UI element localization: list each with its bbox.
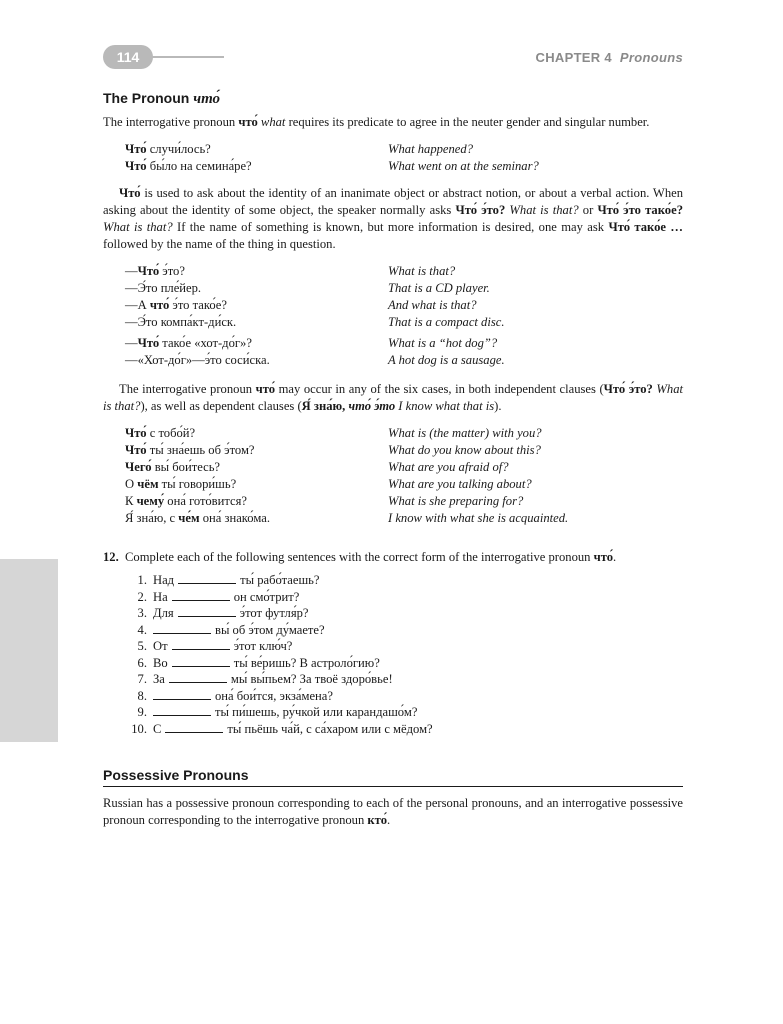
instruction-word: что́ [593, 550, 614, 564]
section-heading-word: что́ [193, 91, 221, 107]
example-row [125, 314, 683, 331]
example-russian [125, 314, 388, 331]
example-russian [125, 352, 388, 369]
russian-run: с тобо́й? [146, 426, 196, 440]
exercise-item-number: 3. [137, 606, 147, 620]
exercise-item-number: 4. [137, 622, 147, 637]
example-row [125, 297, 683, 314]
exercise-item-pre: Во [153, 655, 168, 670]
exercise-item-number: 2. [137, 589, 147, 604]
exercise-item-text [153, 589, 299, 606]
instruction-end: . [613, 550, 617, 564]
answer-blank[interactable] [172, 589, 230, 601]
rich-run: Я́ зна́ю, [301, 399, 346, 413]
exercise-item-number: 1. [137, 573, 147, 587]
rich-run: What is that? [103, 220, 173, 234]
russian-run: —А [125, 298, 150, 312]
example-row [125, 141, 683, 158]
example-english: And what is that? [388, 298, 477, 312]
russian-run: вы́ бои́тесь? [151, 460, 221, 474]
russian-run: она́ гото́вится? [164, 494, 247, 508]
russian-run: случи́лось? [146, 142, 211, 156]
russian-run: э́то тако́е? [169, 298, 227, 312]
exercise-item-post: вы́ об э́том ду́маете? [215, 622, 325, 637]
rich-run: The interrogative pronoun [103, 115, 239, 129]
example-english: That is a compact disc. [388, 315, 505, 329]
example-english: I know with what she is acquainted. [388, 511, 569, 525]
example-row [125, 442, 683, 459]
exercise-item-post: ты́ пи́шешь, ру́чкой или карандашо́м? [215, 705, 418, 719]
side-thumb-tab [0, 559, 58, 742]
rich-run: ), as well as dependent clauses ( [140, 399, 302, 413]
example-russian [125, 510, 388, 527]
exercise-item-pre: От [153, 639, 168, 653]
exercise-item [125, 655, 683, 672]
rich-run: что́ э́то [348, 399, 396, 413]
example-russian [125, 425, 388, 442]
exercise-item-text [153, 605, 309, 622]
instruction-text: Complete each of the following sentences with the correct form of the interrogative pronoun [125, 550, 594, 564]
russian-run: —Э́то пле́йер. [125, 281, 202, 295]
example-russian [125, 335, 388, 352]
exercise-item-number: 8. [137, 688, 147, 703]
running-head [536, 50, 683, 65]
exercise-item-number: 5. [137, 639, 147, 653]
russian-run: ты́ говори́шь? [158, 477, 237, 491]
possessive-paragraph [103, 795, 683, 829]
answer-blank[interactable] [169, 671, 227, 683]
rich-run: Что́ тако́е … [608, 220, 683, 234]
rich-run: I know what that is [395, 399, 495, 413]
exercise-instruction-text [125, 549, 616, 566]
rich-run: кто́ [367, 813, 387, 827]
exercise-item-number: 9. [137, 705, 147, 719]
russian-run: К [125, 494, 137, 508]
examples-group-2a [125, 263, 683, 331]
example-row [125, 425, 683, 442]
russian-run: че́м [178, 511, 200, 525]
example-row [125, 459, 683, 476]
example-english: What went on at the seminar? [388, 159, 539, 173]
answer-blank[interactable] [172, 655, 230, 667]
russian-run: Что́ [125, 159, 147, 173]
rich-run: ). [494, 399, 502, 413]
example-russian [125, 442, 388, 459]
exercise-item-text [153, 572, 320, 589]
answer-blank[interactable] [172, 638, 230, 650]
exercise-item-text [153, 655, 380, 672]
usage-paragraph [103, 185, 683, 253]
example-russian [125, 297, 388, 314]
russian-run: Чего́ [125, 460, 152, 474]
exercise-item [125, 622, 683, 639]
russian-run: чему́ [136, 494, 165, 508]
exercise-items [125, 572, 683, 737]
russian-run: Я́ зна́ю, с [125, 511, 179, 525]
russian-run: ты́ зна́ешь об э́том? [146, 443, 255, 457]
russian-run: что́ [149, 298, 170, 312]
exercise-item [125, 589, 683, 606]
example-english: What do you know about this? [388, 443, 541, 457]
rich-run: What is that? [505, 203, 579, 217]
example-row [125, 335, 683, 352]
exercise-item [125, 605, 683, 622]
answer-blank[interactable] [153, 688, 211, 700]
answer-blank[interactable] [165, 721, 223, 733]
examples-group-1 [125, 141, 683, 175]
rich-run: Что́ [119, 186, 141, 200]
section-heading-possessive: Possessive Pronouns [103, 767, 249, 783]
example-russian [125, 493, 388, 510]
exercise-item-post: ты́ рабо́таешь? [240, 573, 320, 587]
exercise-item-post: э́тот футля́р? [239, 606, 309, 620]
intro-paragraph [103, 114, 683, 131]
cases-paragraph [103, 381, 683, 415]
example-english: What is (the matter) with you? [388, 426, 542, 440]
russian-run: э́то? [159, 264, 185, 278]
russian-run: чём [137, 477, 159, 491]
example-english: What happened? [388, 142, 473, 156]
exercise-item-pre: С [153, 721, 162, 736]
page-number-badge: 114 [103, 45, 153, 69]
exercise-item-post: он смо́трит? [233, 589, 300, 604]
exercise-item [125, 704, 683, 721]
rich-run: followed by the name of the thing in question. [103, 237, 336, 251]
russian-run: Что́ [125, 426, 147, 440]
example-english: What is a “hot dog”? [388, 336, 498, 350]
rich-run: . [387, 813, 391, 827]
russian-run: — [125, 336, 138, 350]
exercise-item-post: она́ бои́тся, экза́мена? [215, 688, 333, 703]
example-row [125, 352, 683, 369]
chapter-label: CHAPTER 4 [535, 50, 612, 65]
examples-group-3 [125, 425, 683, 527]
exercise-item-post: ты́ ве́ришь? В астроло́гию? [233, 655, 380, 670]
example-row [125, 493, 683, 510]
exercise-item [125, 721, 683, 738]
rich-run: Что́ э́то тако́е? [597, 203, 683, 217]
exercise-item-text [153, 622, 325, 639]
russian-run: Что́ [125, 443, 147, 457]
rich-run: or [578, 203, 598, 217]
example-english: What are you afraid of? [388, 460, 509, 474]
rich-run: requires its predicate to agree in the neuter gender and singular number. [285, 115, 650, 129]
exercise-item-number: 7. [137, 672, 147, 686]
example-english: What is that? [388, 264, 456, 278]
exercise-item-post: мы́ вы́пьем? За твоё здоро́вье! [230, 672, 393, 686]
example-row [125, 476, 683, 493]
rich-run: что́ [255, 382, 276, 396]
example-russian [125, 459, 388, 476]
page-number-rule [150, 56, 224, 58]
exercise-number: 12. [103, 550, 119, 564]
exercise-item-pre: За [153, 672, 165, 686]
rich-run: что́ [238, 115, 258, 129]
example-english: What is she preparing for? [388, 494, 524, 508]
example-row [125, 510, 683, 527]
example-russian [125, 158, 388, 175]
answer-blank[interactable] [178, 605, 236, 617]
exercise-item-text [153, 721, 433, 738]
exercise-item-number: 6. [137, 655, 147, 670]
rich-run: may occur in any of the six cases, in both independent clauses ( [275, 382, 604, 396]
exercise-item [125, 572, 683, 589]
answer-blank[interactable] [153, 704, 211, 716]
page-content [103, 90, 683, 829]
chapter-title: Pronouns [619, 50, 683, 65]
russian-run: бы́ло на семина́ре? [146, 159, 252, 173]
russian-run: Что́ [137, 264, 160, 278]
exercise-item-pre: На [153, 589, 168, 604]
example-row [125, 158, 683, 175]
exercise-item [125, 671, 683, 688]
rich-run: If the name of something is known, but more information is desired, one may ask [172, 220, 609, 234]
rich-run: is used to ask about the identity of an inanimate object or abstract notion, or about a verbal action. When asking about the identity of some object, the speaker normally asks [103, 186, 683, 217]
rich-run: Что́ э́то? [455, 203, 506, 217]
exercise-item-post: ты́ пьёшь ча́й, с са́харом или с мёдом? [227, 721, 433, 736]
rich-run: What is that? [103, 382, 683, 413]
exercise-item [125, 688, 683, 705]
exercise-item-post: э́тот клю́ч? [233, 639, 293, 653]
rich-run: what [257, 115, 286, 129]
answer-blank[interactable] [178, 572, 236, 584]
example-row [125, 280, 683, 297]
section-possessive-heading-wrap [103, 767, 683, 787]
examples-group-2b [125, 335, 683, 369]
example-english: That is a CD player. [388, 281, 490, 295]
exercise-item-text [153, 704, 417, 721]
russian-run: О [125, 477, 138, 491]
section-heading-prefix: The Pronoun [103, 90, 194, 106]
exercise-item-text [153, 671, 393, 688]
russian-run: она́ знако́ма. [199, 511, 270, 525]
exercise-12 [103, 549, 683, 737]
example-english: A hot dog is a sausage. [388, 353, 505, 367]
example-russian [125, 280, 388, 297]
russian-run: Что́ [137, 336, 160, 350]
russian-run: тако́е «хот-до́г»? [159, 336, 252, 350]
exercise-item-text [153, 688, 333, 705]
exercise-item-number: 10. [131, 721, 147, 736]
russian-run: —Э́то компа́кт-ди́ск. [125, 315, 237, 329]
rich-run: Что́ э́то? [603, 382, 653, 396]
example-row [125, 263, 683, 280]
section-heading-pronoun-chto [103, 90, 683, 108]
russian-run: — [125, 264, 138, 278]
exercise-item-pre: Над [153, 573, 175, 587]
exercise-item-text [153, 638, 292, 655]
russian-run: —«Хот-до́г»—э́то соси́ска. [125, 353, 270, 367]
example-russian [125, 141, 388, 158]
rich-run: The interrogative pronoun [119, 382, 256, 396]
rich-run: Russian has a possessive pronoun corresponding to each of the personal pronouns, and an interrogative possessive pronoun corresponding to the interrogative pronoun [103, 796, 683, 827]
example-russian [125, 263, 388, 280]
exercise-instruction [103, 549, 683, 566]
exercise-item [125, 638, 683, 655]
answer-blank[interactable] [153, 622, 211, 634]
exercise-item-pre: Для [153, 606, 174, 620]
example-english: What are you talking about? [388, 477, 532, 491]
example-russian [125, 476, 388, 493]
russian-run: Что́ [125, 142, 147, 156]
